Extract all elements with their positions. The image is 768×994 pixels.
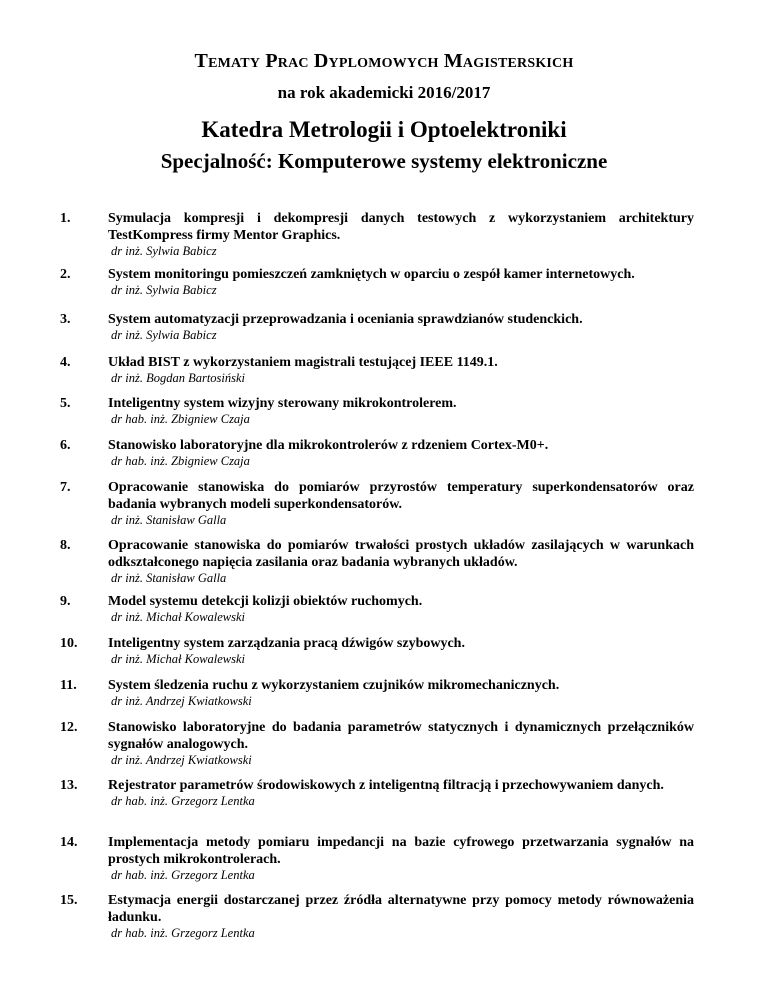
topic-supervisor: dr hab. inż. Grzegorz Lentka [111,868,255,882]
topic-supervisor: dr inż. Sylwia Babicz [111,328,217,342]
topic-title: Stanowisko laboratoryjne dla mikrokontrolerów z rdzeniem Cortex-M0+. [108,438,549,453]
topic-number: 12. [60,720,78,735]
department-name: Katedra Metrologii i Optoelektroniki [201,117,567,142]
topic-number: 5. [60,396,71,411]
topic-title: System monitoringu pomieszczeń zamkniętych w oparciu o zespół kamer internetowych. [108,267,635,282]
topic-number: 13. [60,778,78,793]
specialization: Specjalność: Komputerowe systemy elektroniczne [160,149,608,173]
topic-number: 3. [60,312,71,327]
topic-title: Opracowanie stanowiska do pomiarów przyrostów temperatury superkondensatorów oraz badania wybranych modeli superkondensatorów. [108,480,694,512]
topic-number: 4. [60,355,71,370]
topic-title: System śledzenia ruchu z wykorzystaniem czujników mikromechanicznych. [108,678,560,693]
topic-title: Układ BIST z wykorzystaniem magistrali testującej IEEE 1149.1. [108,355,498,370]
topic-number: 1. [60,211,71,226]
topic-title: Symulacja kompresji i dekompresji danych testowych z wykorzystaniem architektury TestKompress firmy Mentor Graphics. [108,211,694,243]
topic-supervisor: dr hab. inż. Grzegorz Lentka [111,926,255,940]
topic-supervisor: dr inż. Andrzej Kwiatkowski [111,753,252,767]
topic-number: 2. [60,267,71,282]
topic-title: Model systemu detekcji kolizji obiektów ruchomych. [108,594,423,609]
topic-title: Implementacja metody pomiaru impedancji na bazie cyfrowego przetwarzania sygnałów na prostych mikrokontrolerach. [108,835,694,867]
topic-supervisor: dr inż. Andrzej Kwiatkowski [111,694,252,708]
academic-year: na rok akademicki 2016/2017 [277,83,491,102]
topic-supervisor: dr inż. Sylwia Babicz [111,283,217,297]
topic-number: 10. [60,636,78,651]
topic-title: Stanowisko laboratoryjne do badania parametrów statycznych i dynamicznych przełączników sygnałów analogowych. [108,720,694,752]
topic-number: 9. [60,594,71,609]
topic-title: Inteligentny system zarządzania pracą dźwigów szybowych. [108,636,465,651]
topic-title: Rejestrator parametrów środowiskowych z inteligentną filtracją i przechowywaniem danych. [108,778,664,793]
document-title: Tematy Prac Dyplomowych Magisterskich [194,50,574,72]
topic-supervisor: dr hab. inż. Zbigniew Czaja [111,412,250,426]
topic-number: 8. [60,538,71,553]
topic-supervisor: dr hab. inż. Grzegorz Lentka [111,794,255,808]
topic-supervisor: dr inż. Michał Kowalewski [111,652,246,666]
topic-supervisor: dr inż. Stanisław Galla [111,513,227,527]
topic-number: 11. [60,678,77,693]
topic-number: 14. [60,835,78,850]
topic-supervisor: dr hab. inż. Zbigniew Czaja [111,454,250,468]
topic-title: System automatyzacji przeprowadzania i oceniania sprawdzianów studenckich. [108,312,583,327]
topic-title: Opracowanie stanowiska do pomiarów trwałości prostych układów zasilających w warunkach odkształconego napięcia zasilania oraz badania wybranych układów. [108,538,694,570]
topic-supervisor: dr inż. Sylwia Babicz [111,244,217,258]
topic-title: Inteligentny system wizyjny sterowany mikrokontrolerem. [108,396,457,411]
topic-number: 7. [60,480,71,495]
topic-supervisor: dr inż. Michał Kowalewski [111,610,246,624]
topic-title: Estymacja energii dostarczanej przez źródła alternatywne przy pomocy metody równoważenia ładunku. [108,893,694,925]
topic-supervisor: dr inż. Stanisław Galla [111,571,227,585]
topic-number: 6. [60,438,71,453]
topic-number: 15. [60,893,78,908]
topic-supervisor: dr inż. Bogdan Bartosiński [111,371,246,385]
